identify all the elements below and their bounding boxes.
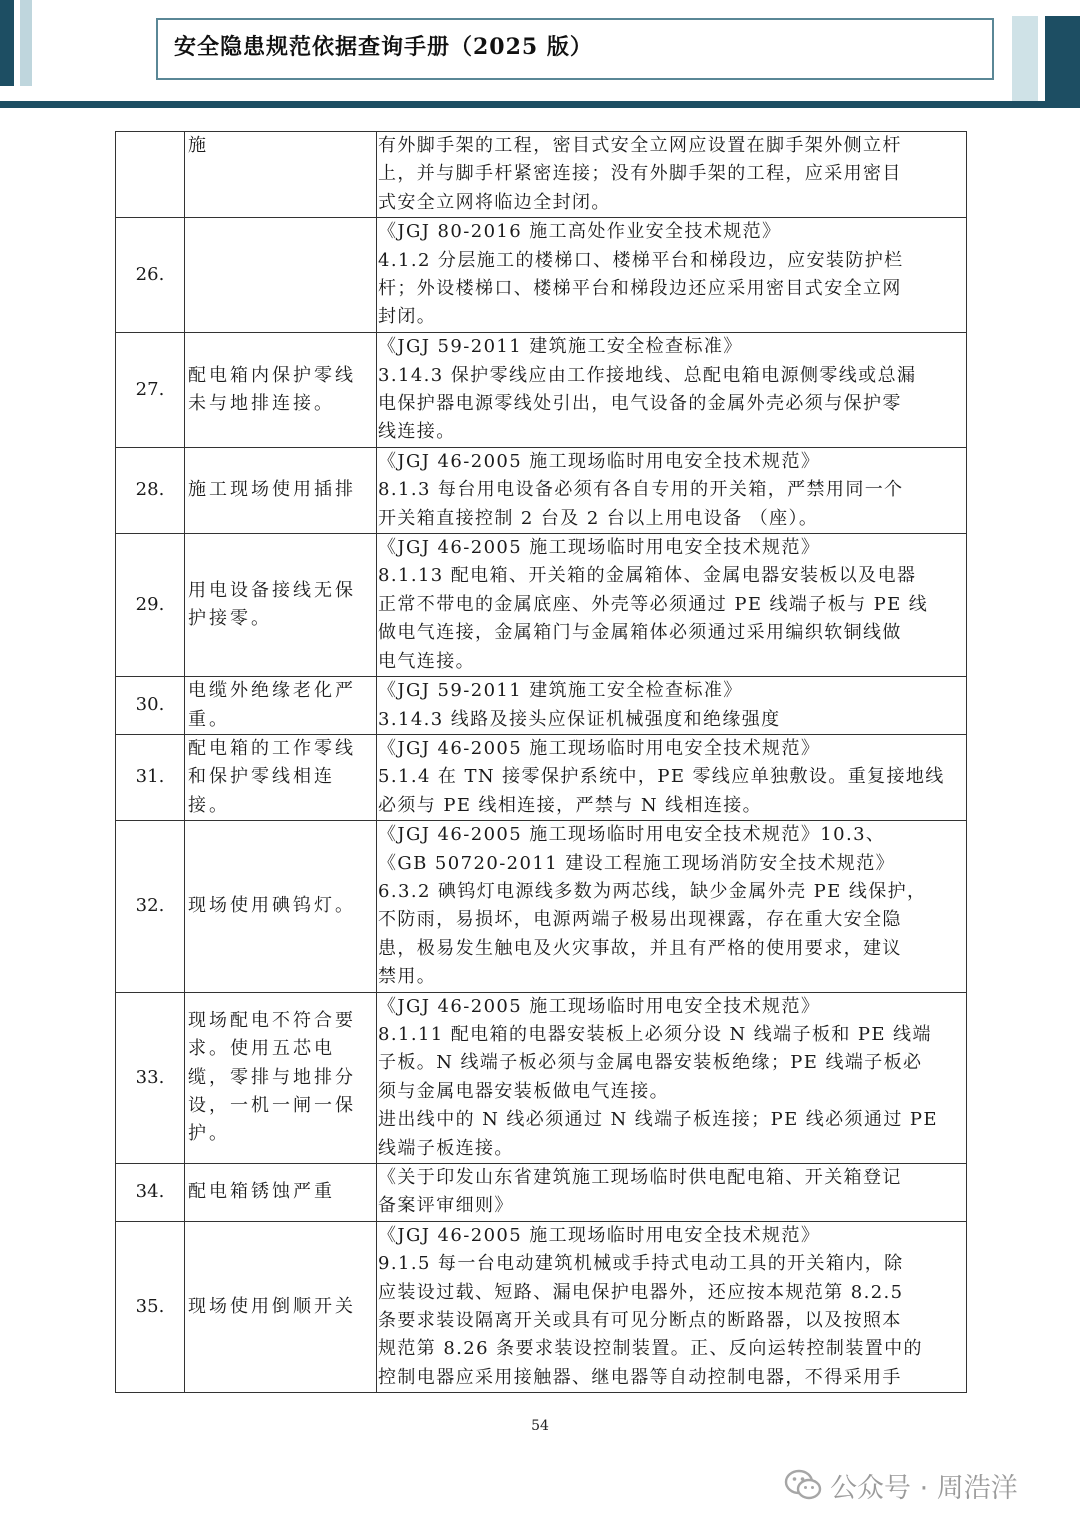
header-left-bar [0, 0, 14, 86]
wechat-icon [784, 1468, 822, 1502]
row-issue: 现场使用倒顺开关 [185, 1221, 377, 1392]
basis-line: 进出线中的 N 线必须通过 N 线端子板连接；PE 线必须通过 PE [378, 1109, 938, 1131]
header-title-box [156, 18, 994, 80]
basis-line: 3.14.3 线路及接头应保证机械强度和绝缘强度 [378, 708, 781, 730]
basis-line: 应装设过载、短路、漏电保护电器外，还应按本规范第 8.2.5 [378, 1281, 904, 1303]
basis-line: 控制电器应采用接触器、继电器等自动控制电器，不得采用手 [378, 1366, 902, 1388]
row-issue: 配电箱的工作零线和保护零线相连接。 [185, 734, 377, 820]
basis-line: 有外脚手架的工程，密目式安全立网应设置在脚手架外侧立杆 [378, 135, 902, 156]
basis-line: 备案评审细则》 [378, 1195, 514, 1217]
basis-line: 上，并与脚手杆紧密连接；没有外脚手架的工程，应采用密目 [378, 163, 902, 185]
basis-line: 8.1.11 配电箱的电器安装板上必须分设 N 线端子板和 PE 线端 [378, 1023, 932, 1045]
row-basis [377, 218, 967, 333]
basis-line: 《JGJ 46-2005 施工现场临时用电安全技术规范》 [378, 450, 821, 472]
basis-line: 《JGJ 46-2005 施工现场临时用电安全技术规范》 [378, 737, 821, 759]
header-deco-dark [1045, 16, 1080, 102]
basis-line: 《JGJ 46-2005 施工现场临时用电安全技术规范》 [378, 1224, 821, 1246]
basis-line: 开关箱直接控制 2 台及 2 台以上用电设备 （座）。 [378, 507, 819, 529]
basis-line: 禁用。 [378, 966, 437, 988]
row-basis [377, 132, 967, 218]
watermark-text: 公众号 · 周浩洋 [830, 1472, 1018, 1504]
row-issue: 电缆外绝缘老化严重。 [185, 677, 377, 735]
row-number: 28. [116, 447, 185, 533]
basis-line: 4.1.2 分层施工的楼梯口、楼梯平台和梯段边，应安装防护栏 [378, 249, 904, 271]
header-rule [0, 101, 1080, 108]
page-header [0, 0, 1080, 110]
row-basis [377, 821, 967, 992]
row-basis [377, 1221, 967, 1392]
row-number: 31. [116, 734, 185, 820]
basis-line: 8.1.13 配电箱、开关箱的金属箱体、金属电器安装板以及电器 [378, 565, 917, 587]
hazard-table [115, 131, 967, 1393]
basis-line: 《JGJ 46-2005 施工现场临时用电安全技术规范》 [378, 537, 821, 559]
table-row [116, 447, 967, 533]
row-number: 30. [116, 677, 185, 735]
basis-line: 《关于印发山东省建筑施工现场临时供电配电箱、开关箱登记 [378, 1167, 902, 1188]
basis-line: 《JGJ 46-2005 施工现场临时用电安全技术规范》10.3、 [378, 824, 886, 846]
basis-line: 杆；外设楼梯口、楼梯平台和梯段边还应采用密目式安全立网 [378, 278, 902, 300]
table-row [116, 821, 967, 992]
basis-line: 必须与 PE 线相连接，严禁与 N 线相连接。 [378, 794, 763, 816]
row-number: 29. [116, 534, 185, 677]
row-number: 32. [116, 821, 185, 992]
basis-line: 封闭。 [378, 306, 437, 328]
basis-line: 6.3.2 碘钨灯电源线多数为两芯线，缺少金属外壳 PE 线保护， [378, 880, 927, 902]
basis-line: 电气连接。 [378, 650, 475, 672]
basis-line: 线端子板连接。 [378, 1137, 514, 1159]
basis-line: 线连接。 [378, 421, 456, 443]
page-number: 54 [531, 1418, 549, 1434]
row-basis [377, 677, 967, 735]
page-title: 安全隐患规范依据查询手册（2025 版） [174, 34, 593, 60]
row-issue: 现场使用碘钨灯。 [185, 821, 377, 992]
row-basis [377, 333, 967, 448]
row-number: 33. [116, 992, 185, 1163]
row-basis [377, 447, 967, 533]
basis-line: 5.1.4 在 TN 接零保护系统中，PE 零线应单独敷设。重复接地线 [378, 766, 945, 788]
basis-line: 《JGJ 59-2011 建筑施工安全检查标准》 [378, 680, 743, 702]
basis-line: 电保护器电源零线处引出，电气设备的金属外壳必须与保护零 [378, 393, 902, 415]
row-basis [377, 734, 967, 820]
row-issue: 配电箱内保护零线未与地排连接。 [185, 333, 377, 448]
row-basis [377, 992, 967, 1163]
row-number: 26. [116, 218, 185, 333]
basis-line: 3.14.3 保护零线应由工作接地线、总配电箱电源侧零线或总漏 [378, 364, 917, 386]
row-basis [377, 534, 967, 677]
table-row [116, 534, 967, 677]
basis-line: 规范第 8.26 条要求装设控制装置。正、反向运转控制装置中的 [378, 1338, 923, 1360]
row-number: 27. [116, 333, 185, 448]
table-row [116, 132, 967, 218]
table-row [116, 1221, 967, 1392]
basis-line: 正常不带电的金属底座、外壳等必须通过 PE 线端子板与 PE 线 [378, 593, 929, 615]
row-issue: 现场配电不符合要求。使用五芯电缆，零排与地排分设，一机一闸一保护。 [185, 992, 377, 1163]
basis-line: 式安全立网将临边全封闭。 [378, 191, 611, 213]
basis-line: 患，极易发生触电及火灾事故，并且有严格的使用要求，建议 [378, 937, 902, 959]
table-row [116, 333, 967, 448]
row-number: 35. [116, 1221, 185, 1392]
row-number: 34. [116, 1164, 185, 1222]
row-issue: 施 [185, 132, 377, 218]
basis-line: 做电气连接，金属箱门与金属箱体必须通过采用编织软铜线做 [378, 622, 902, 644]
basis-line: 不防雨，易损坏，电源两端子极易出现裸露，存在重大安全隐 [378, 909, 902, 931]
basis-line: 子板。N 线端子板必须与金属电器安装板绝缘；PE 线端子板必 [378, 1052, 923, 1074]
header-deco-light [1012, 16, 1038, 102]
watermark [784, 1465, 1018, 1505]
basis-line: 8.1.3 每台用电设备必须有各自专用的开关箱，严禁用同一个 [378, 479, 904, 501]
table-row [116, 677, 967, 735]
row-issue: 施工现场使用插排 [185, 447, 377, 533]
row-issue: 配电箱锈蚀严重 [185, 1164, 377, 1222]
table-row [116, 734, 967, 820]
table-row [116, 992, 967, 1163]
row-basis [377, 1164, 967, 1222]
row-number [116, 132, 185, 218]
basis-line: 9.1.5 每一台电动建筑机械或手持式电动工具的开关箱内，除 [378, 1253, 904, 1275]
basis-line: 《GB 50720-2011 建设工程施工现场消防安全技术规范》 [378, 852, 895, 874]
table-row [116, 218, 967, 333]
basis-line: 条要求装设隔离开关或具有可见分断点的断路器，以及按照本 [378, 1310, 902, 1332]
table-row [116, 1164, 967, 1222]
header-left-bar-light [20, 0, 32, 86]
basis-line: 《JGJ 59-2011 建筑施工安全检查标准》 [378, 336, 743, 358]
basis-line: 《JGJ 80-2016 施工高处作业安全技术规范》 [378, 221, 782, 243]
row-issue: 用电设备接线无保护接零。 [185, 534, 377, 677]
row-issue [185, 218, 377, 333]
basis-line: 须与金属电器安装板做电气连接。 [378, 1080, 669, 1102]
basis-line: 《JGJ 46-2005 施工现场临时用电安全技术规范》 [378, 995, 821, 1017]
